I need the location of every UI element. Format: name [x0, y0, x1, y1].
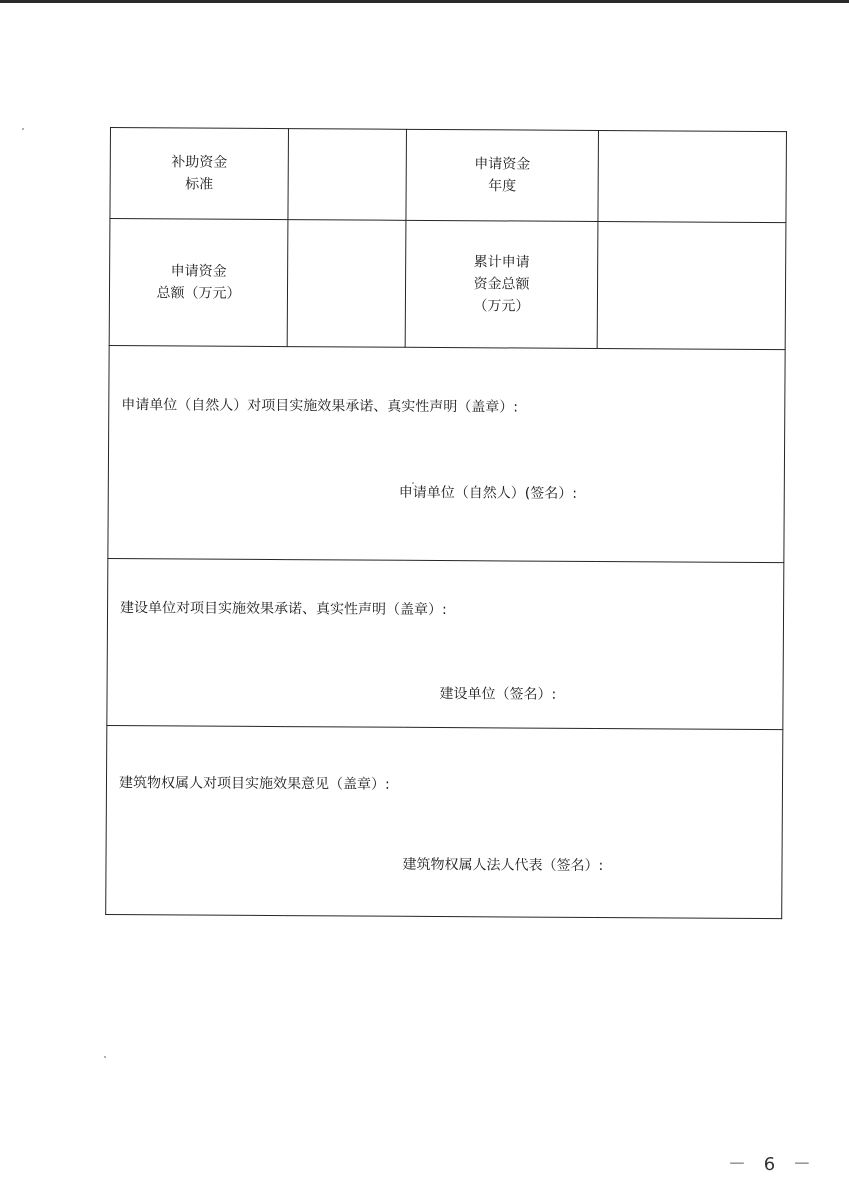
builder-declaration-row [107, 558, 784, 729]
application-year-label [406, 129, 599, 221]
applicant-declaration-row [108, 345, 785, 562]
label-line: 年度 [488, 178, 517, 195]
scan-speck [22, 128, 24, 130]
cumulative-amount-label [405, 220, 598, 348]
form-row-standard-year [110, 128, 787, 223]
label-line: 资金总额 [473, 276, 530, 293]
applicant-declaration-title: 申请单位（自然人）对项目实施效果承诺、真实性声明（盖章）: [121, 397, 519, 416]
label-line: 累计申请 [473, 254, 530, 271]
scan-speck [104, 1056, 106, 1058]
applicant-signature-label: 申请单位（自然人）(签名）: [398, 484, 578, 502]
subsidy-standard-label [110, 128, 289, 220]
application-amount-label [109, 219, 288, 347]
owner-opinion-row [106, 725, 783, 918]
form-row-amounts [109, 219, 786, 350]
label-line: 补助资金 [171, 154, 228, 171]
cumulative-amount-value[interactable] [597, 221, 786, 349]
applicant-declaration[interactable] [108, 345, 785, 562]
page-number: － 6 － [728, 1154, 817, 1175]
builder-declaration[interactable] [107, 558, 784, 729]
application-amount-value[interactable] [287, 220, 406, 348]
subsidy-application-form [105, 127, 787, 919]
scan-edge [0, 0, 849, 3]
label-line: 申请资金 [170, 263, 227, 280]
subsidy-standard-value[interactable] [288, 129, 407, 221]
owner-opinion-title: 建筑物权属人对项目实施效果意见（盖章）: [118, 775, 390, 793]
label-line: （万元） [473, 298, 530, 315]
label-line: 标准 [185, 176, 214, 193]
owner-opinion[interactable] [106, 725, 783, 918]
owner-signature-label: 建筑物权属人法人代表（签名）: [402, 856, 604, 875]
application-year-value[interactable] [598, 130, 787, 222]
label-line: 总额（万元） [156, 285, 241, 302]
builder-signature-label: 建设单位（签名）: [439, 686, 557, 703]
label-line: 申请资金 [474, 156, 531, 173]
builder-declaration-title: 建设单位对项目实施效果承诺、真实性声明（盖章）: [120, 600, 447, 619]
